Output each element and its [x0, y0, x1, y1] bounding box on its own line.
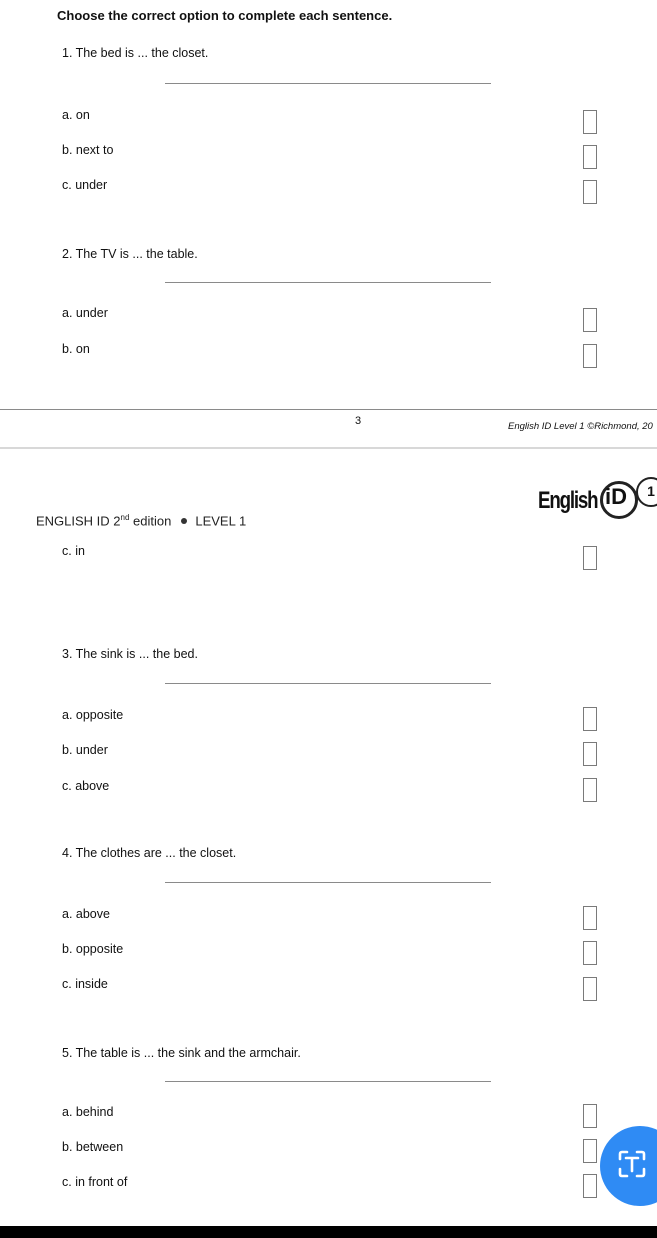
q3-option-a: a. opposite	[62, 708, 124, 722]
page-header	[36, 513, 246, 528]
text-scan-icon	[618, 1150, 646, 1178]
answer-line-3	[165, 683, 491, 684]
q4-checkbox-b[interactable]	[583, 941, 597, 965]
question-5: 5. The table is ... the sink and the armchair.	[62, 1046, 301, 1060]
q1-checkbox-c[interactable]	[583, 180, 597, 204]
answer-line-5	[165, 1081, 491, 1082]
copyright-text: English ID Level 1 ©Richmond, 20	[508, 421, 653, 432]
instruction-text: Choose the correct option to complete each sentence.	[57, 8, 393, 23]
page-separator	[0, 447, 657, 449]
q4-option-b: b. opposite	[62, 942, 124, 956]
q4-checkbox-a[interactable]	[583, 906, 597, 930]
q5-checkbox-b[interactable]	[583, 1139, 597, 1163]
q5-option-c: c. in front of	[62, 1175, 128, 1189]
q3-checkbox-a[interactable]	[583, 707, 597, 731]
answer-line-2	[165, 282, 491, 283]
q1-option-c: c. under	[62, 178, 108, 192]
question-4: 4. The clothes are ... the closet.	[62, 846, 237, 860]
page-number: 3	[355, 415, 362, 427]
q2-checkbox-b[interactable]	[583, 344, 597, 368]
bullet-dot	[181, 518, 187, 524]
q3-checkbox-b[interactable]	[583, 742, 597, 766]
logo-id: iD	[605, 484, 627, 509]
bottom-bar	[0, 1226, 657, 1238]
answer-line-1	[165, 83, 491, 84]
q3-option-b: b. under	[62, 743, 108, 757]
header-level: LEVEL 1	[195, 513, 247, 529]
q3-checkbox-c[interactable]	[583, 778, 597, 802]
q3-option-c: c. above	[62, 779, 110, 793]
q2-checkbox-a[interactable]	[583, 308, 597, 332]
question-1: 1. The bed is ... the closet.	[62, 46, 209, 60]
q4-option-c: c. inside	[62, 977, 108, 991]
q2-checkbox-c[interactable]	[583, 546, 597, 570]
logo-level-badge: 1	[636, 477, 657, 507]
q5-checkbox-c[interactable]	[583, 1174, 597, 1198]
q1-checkbox-a[interactable]	[583, 110, 597, 134]
q1-checkbox-b[interactable]	[583, 145, 597, 169]
q1-option-a: a. on	[62, 108, 90, 122]
q5-checkbox-a[interactable]	[583, 1104, 597, 1128]
q4-option-a: a. above	[62, 907, 110, 921]
header-title: ENGLISH ID 2	[36, 513, 121, 529]
q5-option-b: b. between	[62, 1140, 124, 1154]
logo-word: English	[538, 487, 598, 514]
q2-option-b: b. on	[62, 342, 90, 356]
question-3: 3. The sink is ... the bed.	[62, 647, 198, 661]
q5-option-a: a. behind	[62, 1105, 114, 1119]
footer-rule	[0, 409, 657, 410]
q2-option-c: c. in	[62, 544, 85, 558]
q4-checkbox-c[interactable]	[583, 977, 597, 1001]
q1-option-b: b. next to	[62, 143, 114, 157]
header-sup: nd	[120, 513, 130, 522]
answer-line-4	[165, 882, 491, 883]
header-edition: edition	[129, 513, 172, 529]
q2-option-a: a. under	[62, 306, 108, 320]
question-2: 2. The TV is ... the table.	[62, 247, 198, 261]
